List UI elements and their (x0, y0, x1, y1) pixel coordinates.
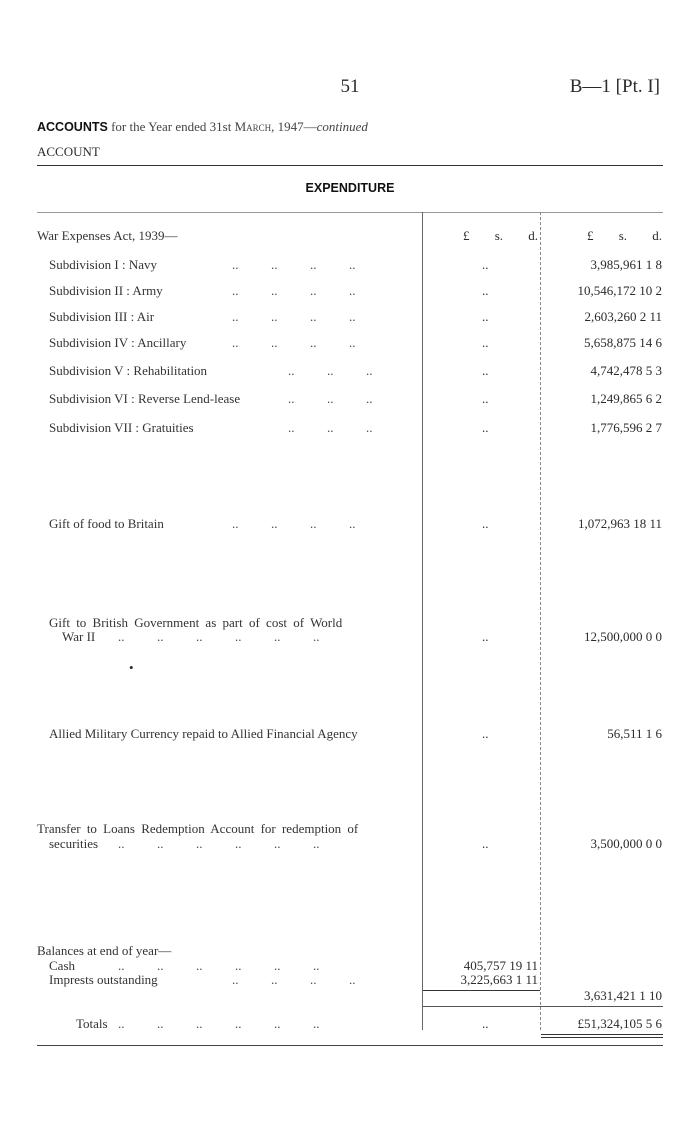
subdivision-amount: 10,546,172 10 2 (577, 283, 662, 298)
header-rule (37, 212, 663, 213)
inner-column-header (463, 228, 538, 244)
stray-bullet: • (129, 660, 134, 675)
leader-dots-inner: .. (482, 309, 489, 324)
subdivision-label: Subdivision V : Rehabilitation (49, 363, 208, 378)
subdivision-amount: 2,603,260 2 11 (584, 309, 662, 324)
gift-food-label: Gift of food to Britain (49, 516, 164, 531)
leader-dots-inner: .. (482, 420, 489, 435)
top-rule (37, 165, 663, 166)
subdivision-amount: 1,776,596 2 7 (590, 420, 662, 435)
leader-dots: .. .. .. .. .. .. (118, 836, 320, 851)
totals-top-rule (423, 1006, 663, 1007)
leader-dots: .. .. .. .. (232, 309, 356, 324)
totals-amount: £51,324,105 5 6 (577, 1016, 662, 1031)
column-divider-2 (540, 212, 541, 1030)
accounts-month: March (234, 119, 272, 134)
subdivision-label: Subdivision II : Army (49, 283, 163, 298)
leader-dots-inner: .. (482, 629, 489, 644)
totals-label: Totals (76, 1016, 108, 1031)
allied-label: Allied Military Currency repaid to Allied Financial Agency (49, 726, 358, 741)
gift-govt-line-1: Gift to British Government as part of cost of World (49, 615, 343, 630)
leader-dots-inner: .. (482, 335, 489, 350)
leader-dots-inner: .. (482, 257, 489, 272)
subdivision-amount: 5,658,875 14 6 (584, 335, 662, 350)
outer-col-header-text: £ s. d. (586, 228, 662, 243)
allied-amount: 56,511 1 6 (607, 726, 662, 741)
subdivision-amount: 4,742,478 5 3 (590, 363, 662, 378)
leader-dots-inner: .. (482, 283, 489, 298)
imprests-label: Imprests outstanding (49, 972, 158, 987)
leader-dots: .. .. .. .. (232, 335, 356, 350)
section-heading: EXPENDITURE (305, 181, 395, 195)
subdivision-label: Subdivision IV : Ancillary (49, 335, 187, 350)
gift-govt-line-2: War II (62, 629, 96, 644)
cash-label: Cash (49, 958, 75, 973)
accounts-continued: continued (316, 119, 368, 134)
accounts-bold: ACCOUNTS (37, 120, 108, 134)
leader-dots: .. .. .. .. (232, 516, 356, 531)
leader-dots-inner: .. (482, 1016, 489, 1031)
totals-double-rule-1 (541, 1034, 663, 1035)
leader-dots: .. .. .. .. .. .. (118, 629, 320, 644)
gift-food-amount: 1,072,963 18 11 (577, 516, 662, 531)
leader-dots-inner: .. (482, 363, 489, 378)
balances-subtotal-rule (423, 990, 540, 991)
inner-col-header-text: £ s. d. (462, 228, 538, 243)
column-divider-1 (422, 212, 423, 1030)
outer-column-header (587, 228, 662, 244)
leader-dots-inner: .. (482, 726, 489, 741)
leader-dots: .. .. .. .. .. .. (118, 958, 320, 973)
leader-dots-inner: .. (482, 836, 489, 851)
leader-dots: .. .. .. .. (232, 972, 356, 987)
accounts-title (37, 119, 368, 135)
leader-dots-inner: .. (482, 391, 489, 406)
war-expenses-heading: War Expenses Act, 1939— (37, 228, 178, 243)
subdivision-label: Subdivision I : Navy (49, 257, 157, 272)
transfer-amount: 3,500,000 0 0 (590, 836, 662, 851)
imprests-amount: 3,225,663 1 11 (460, 972, 538, 987)
leader-dots: .. .. .. .. .. .. (118, 1016, 320, 1031)
cash-amount: 405,757 19 11 (463, 958, 538, 973)
bottom-rule (37, 1045, 663, 1046)
totals-double-rule-2 (541, 1037, 663, 1038)
subdivision-label: Subdivision VI : Reverse Lend-lease (49, 391, 241, 406)
leader-dots: .. .. .. (288, 391, 373, 406)
account-label: ACCOUNT (37, 144, 100, 159)
balances-total-amount: 3,631,421 1 10 (584, 988, 662, 1003)
accounts-text-2: , 1947— (271, 119, 317, 134)
accounts-text-1: for the Year ended 31st (107, 119, 235, 134)
subdivision-amount: 1,249,865 6 2 (590, 391, 662, 406)
leader-dots: .. .. .. .. (232, 283, 356, 298)
subdivision-label: Subdivision VII : Gratuities (49, 420, 194, 435)
subdivision-amount: 3,985,961 1 8 (590, 257, 662, 272)
leader-dots: .. .. .. (288, 363, 373, 378)
balances-heading: Balances at end of year— (37, 943, 172, 958)
leader-dots-inner: .. (482, 516, 489, 531)
subdivision-label: Subdivision III : Air (49, 309, 155, 324)
gift-govt-amount: 12,500,000 0 0 (584, 629, 662, 644)
page-reference: B—1 [Pt. I] (569, 76, 660, 97)
page-number: 51 (340, 76, 360, 97)
leader-dots: .. .. .. .. (232, 257, 356, 272)
transfer-line-2: securities (49, 836, 99, 851)
transfer-line-1: Transfer to Loans Redemption Account for redemption of (37, 821, 359, 836)
leader-dots: .. .. .. (288, 420, 373, 435)
